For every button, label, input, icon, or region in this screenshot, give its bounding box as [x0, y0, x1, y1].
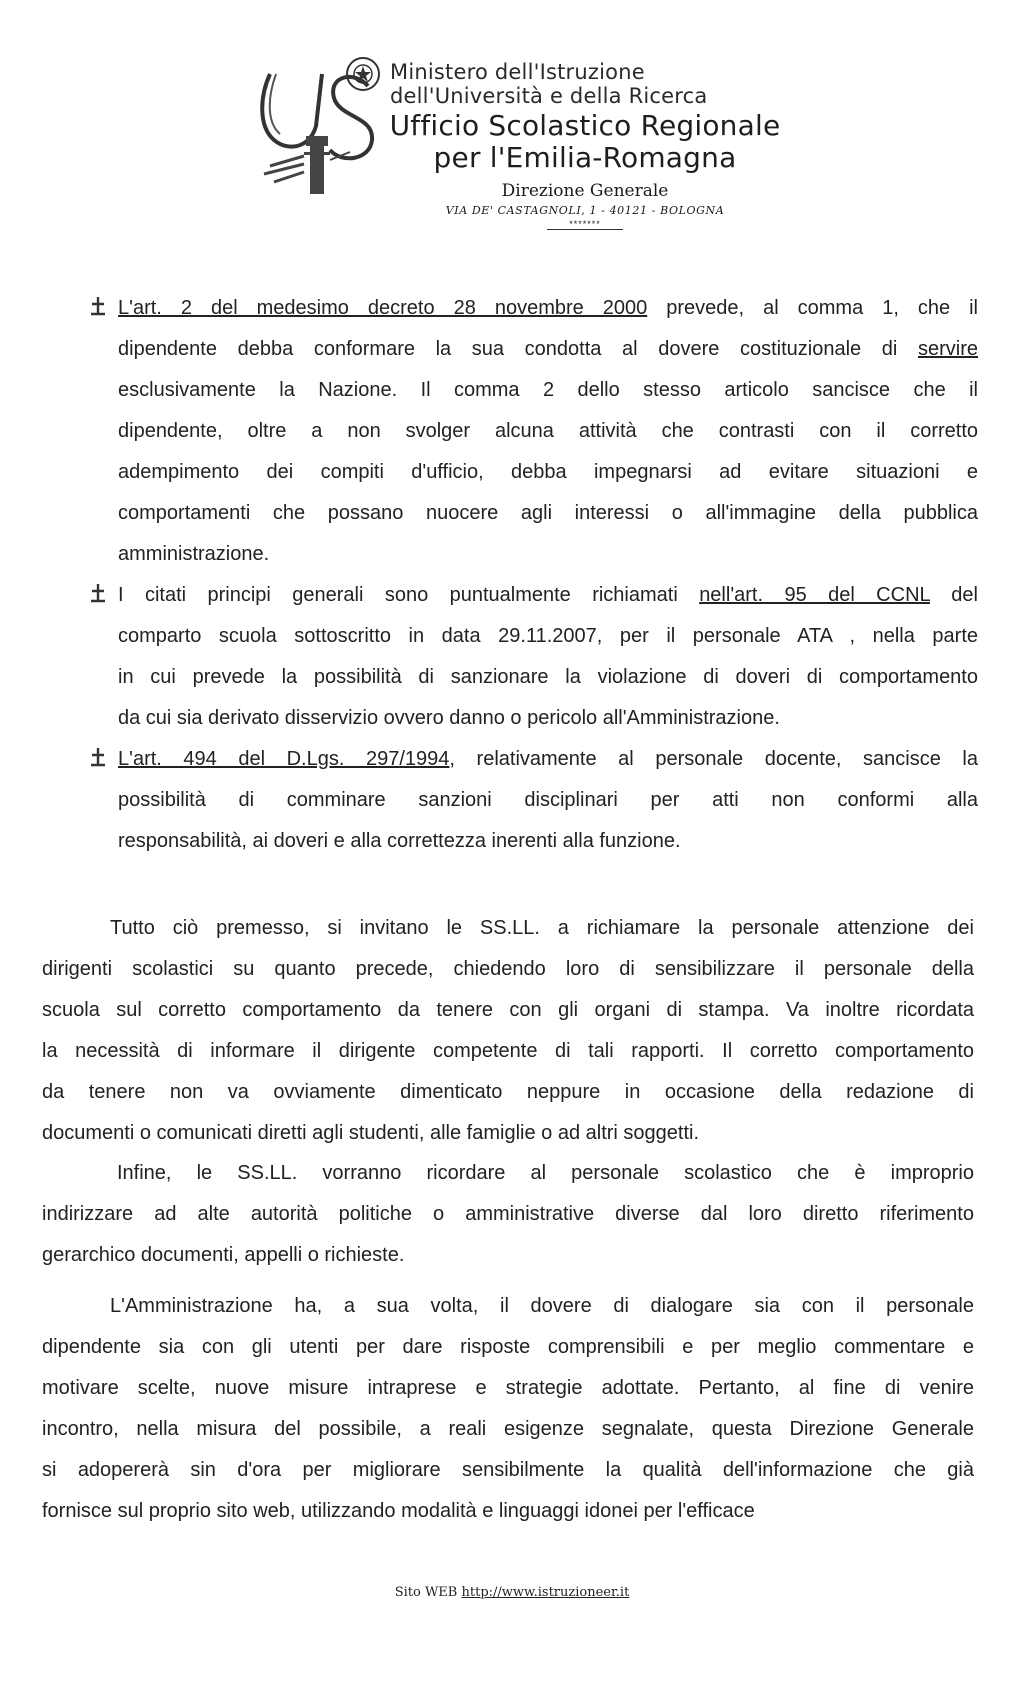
text-line — [118, 493, 978, 534]
text-span: comportamenti che possano nuocere agli interessi o all'immagine della pubblica — [118, 502, 978, 524]
text-line: L'Amministrazione ha, a sua volta, il dovere di dialogare sia con il personale — [110, 1295, 974, 1317]
office-line: per l'Emilia-Romagna — [433, 141, 737, 174]
text-line: si adopererà sin d'ora per migliorare sensibilmente la qualità dell'informazione che già — [42, 1459, 974, 1481]
text-line: Infine, le SS.LL. vorranno ricordare al personale scolastico che è improprio — [117, 1162, 974, 1184]
body-paragraph — [42, 908, 974, 1154]
letterhead-divider: ******* — [370, 219, 800, 230]
text-line: fornisce sul proprio sito web, utilizzando modalità e linguaggi idonei per l'efficace — [42, 1500, 755, 1522]
text-line — [118, 575, 978, 616]
text-line — [118, 534, 978, 575]
text-line: la necessità di informare il dirigente competente di tali rapporti. Il corretto comportamento — [42, 1040, 974, 1062]
text-line — [118, 411, 978, 452]
reference-text: servire — [917, 338, 978, 360]
text-span: comparto scuola sottoscritto in data 29.11.2007, per il personale ATA , nella parte — [118, 625, 978, 647]
text-span: responsabilità, ai doveri e alla correttezza inerenti alla funzione. — [118, 830, 681, 852]
footer-label: Sito WEB — [394, 1585, 458, 1600]
ministry-line: dell'Università e della Ricerca — [390, 84, 708, 108]
text-span: in cui prevede la possibilità di sanzionare la violazione di doveri di comportamento — [118, 666, 978, 688]
text-line: documenti o comunicati diretti agli studenti, alle famiglie o ad altri soggetti. — [42, 1122, 700, 1144]
bullet-item — [118, 739, 978, 862]
bullet-item — [118, 288, 978, 575]
text-line — [118, 698, 978, 739]
text-span: del — [929, 584, 979, 606]
text-line: dirigenti scolastici su quanto precede, chiedendo loro di sensibilizzare il personale della — [42, 958, 974, 980]
text-span: possibilità di comminare sanzioni disciplinari per atti non conformi alla — [118, 789, 978, 811]
bullet-marker-icon — [88, 745, 108, 769]
text-span: prevede, al comma 1, che il — [647, 297, 978, 319]
text-line — [118, 657, 978, 698]
text-span: adempimento dei compiti d'ufficio, debba impegnarsi ad evitare situazioni e — [118, 461, 978, 483]
text-span: dipendente debba conformare la sua condotta al dovere costituzionale di — [118, 338, 918, 360]
body-paragraph — [42, 1286, 974, 1532]
text-span: , relativamente al personale docente, sancisce la — [449, 748, 978, 770]
website-link[interactable]: http://www.istruzioneer.it — [461, 1585, 630, 1600]
page-footer — [0, 1585, 1024, 1600]
direction-label: Direzione Generale — [501, 181, 669, 201]
text-line — [118, 780, 978, 821]
bullet-marker-icon — [88, 294, 108, 318]
text-span: dipendente, oltre a non svolger alcuna attività che contrasti con il corretto — [118, 420, 978, 442]
bullet-marker-icon — [88, 581, 108, 605]
text-line — [118, 452, 978, 493]
reference-text: L'art. 2 del medesimo decreto 28 novembre 2000 — [118, 297, 648, 319]
text-line — [118, 821, 978, 862]
text-line: incontro, nella misura del possibile, a reali esigenze segnalate, questa Direzione Generale — [42, 1418, 974, 1440]
text-line — [118, 370, 978, 411]
text-line: indirizzare ad alte autorità politiche o amministrative diverse dal loro diretto riferimento — [42, 1203, 974, 1225]
text-line — [118, 616, 978, 657]
text-line — [118, 739, 978, 780]
text-span: da cui sia derivato disservizio ovvero danno o pericolo all'Amministrazione. — [118, 707, 780, 729]
office-line: Ufficio Scolastico Regionale — [389, 109, 781, 142]
reference-text: L'art. 494 del D.Lgs. 297/1994 — [118, 748, 450, 770]
reference-text: nell'art. 95 del CCNL — [699, 584, 930, 606]
text-span: amministrazione. — [118, 543, 270, 565]
ministry-name — [390, 60, 810, 108]
republic-emblem-icon — [343, 54, 383, 94]
text-line — [118, 329, 978, 370]
text-line: da tenere non va ovviamente dimenticato neppure in occasione della redazione di — [42, 1081, 974, 1103]
text-line: gerarchico documenti, appelli o richieste. — [42, 1244, 405, 1266]
text-line: Tutto ciò premesso, si invitano le SS.LL. a richiamare la personale attenzione dei — [110, 917, 974, 939]
text-line — [118, 288, 978, 329]
bullet-item — [118, 575, 978, 739]
body-paragraph — [42, 1153, 974, 1276]
text-line: scuola sul corretto comportamento da tenere con gli organi di stampa. Va inoltre ricordata — [42, 999, 974, 1021]
office-address: VIA DE' CASTAGNOLI, 1 - 40121 - BOLOGNA — [445, 204, 725, 217]
ministry-line: Ministero dell'Istruzione — [390, 60, 645, 84]
text-line: dipendente sia con gli utenti per dare risposte comprensibili e per meglio commentare e — [42, 1336, 974, 1358]
text-span: I citati principi generali sono puntualmente richiamati — [118, 584, 700, 606]
office-name — [370, 110, 800, 230]
text-line: motivare scelte, nuove misure intraprese e strategie adottate. Pertanto, al fine di venire — [42, 1377, 974, 1399]
letterhead — [250, 48, 810, 248]
text-span: esclusivamente la Nazione. Il comma 2 dello stesso articolo sancisce che il — [118, 379, 978, 401]
